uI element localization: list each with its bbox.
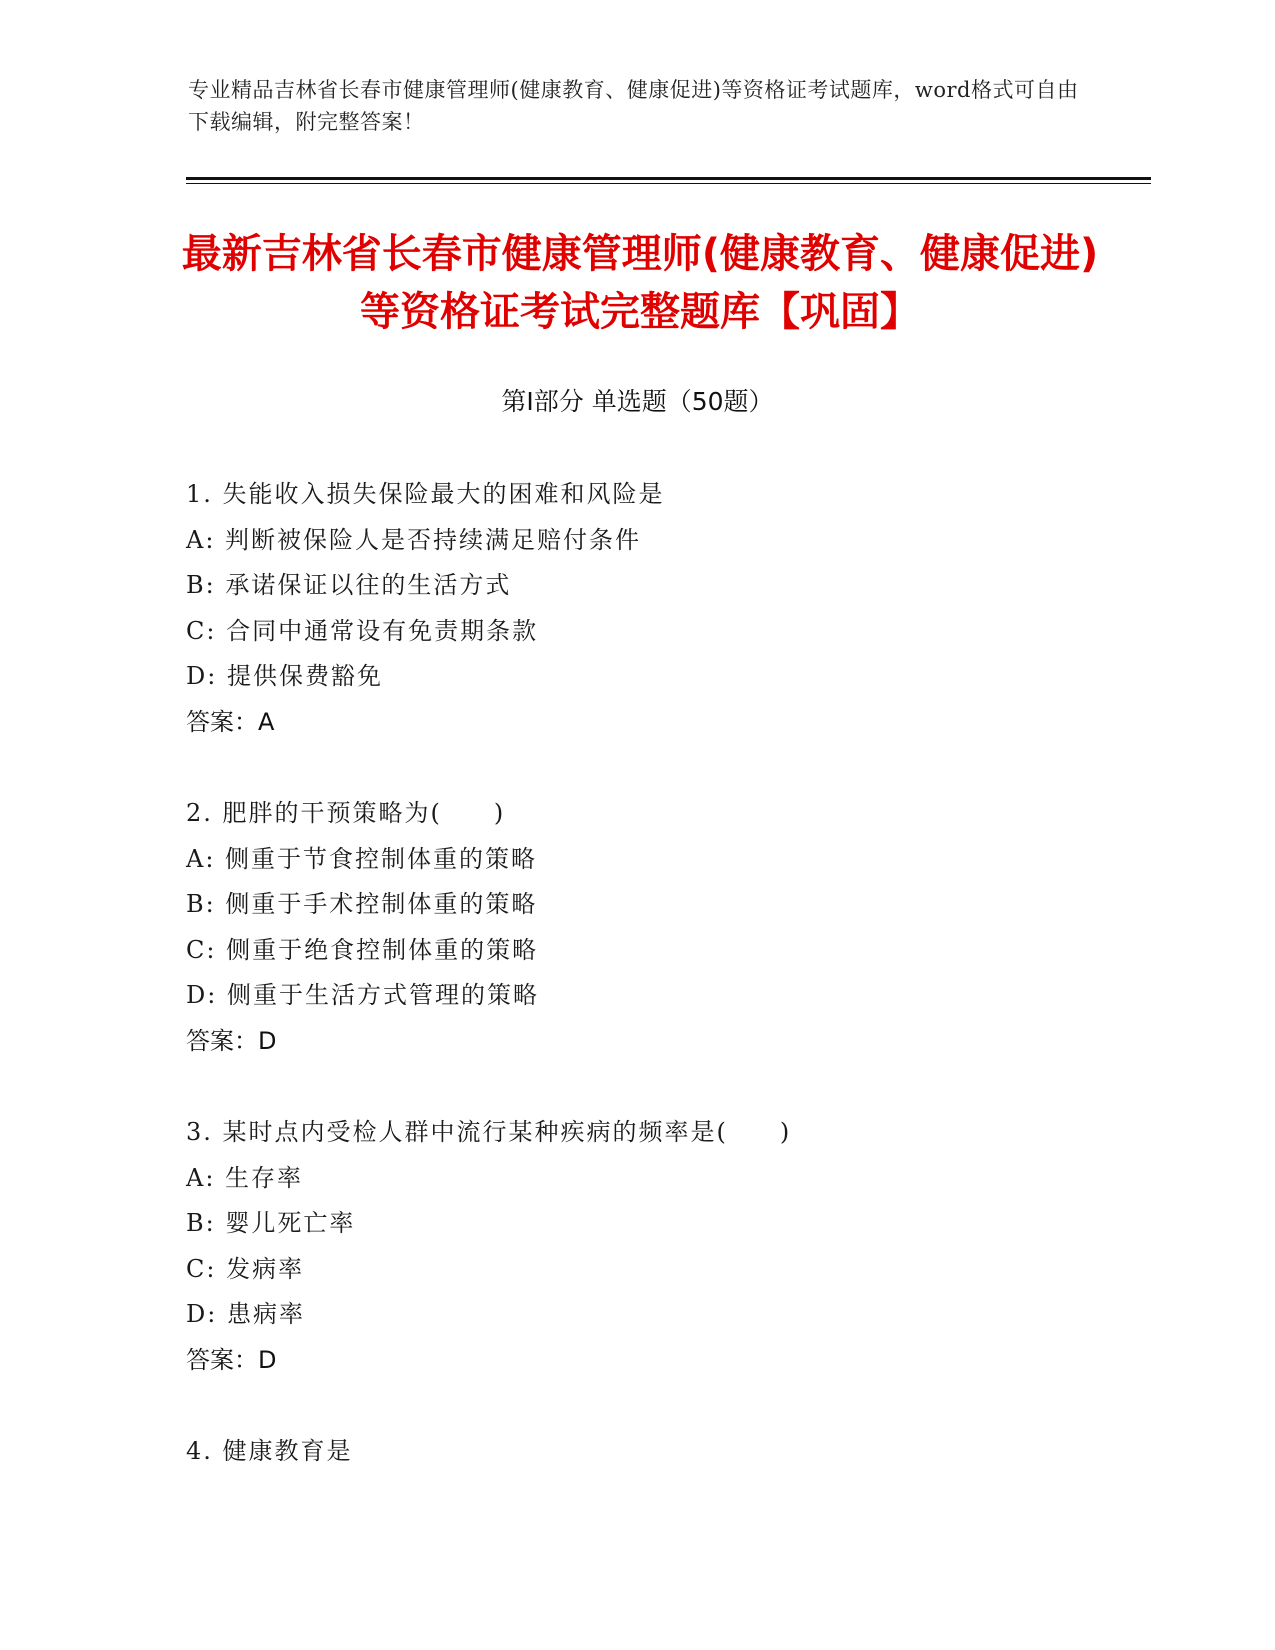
option-d: D: 侧重于生活方式管理的策略 [186, 981, 539, 1009]
option-a: A: 判断被保险人是否持续满足赔付条件 [186, 525, 642, 554]
header-divider-thick [186, 177, 1151, 180]
option-b: B: 婴儿死亡率 [186, 1209, 356, 1237]
document-title: 最新吉林省长春市健康管理师(健康教育、健康促进)等资格证考试完整题库【巩固】 [181, 231, 1099, 335]
question-4 [186, 1429, 1146, 1475]
option-b: B: 承诺保证以往的生活方式 [186, 571, 512, 599]
option-b: B: 侧重于手术控制体重的策略 [186, 890, 538, 918]
option-a: A: 侧重于节食控制体重的策略 [186, 844, 538, 873]
answer: 答案：D [186, 1026, 277, 1055]
question-list [186, 472, 1146, 1521]
option-c: C: 侧重于绝食控制体重的策略 [186, 935, 539, 964]
option-c: C: 发病率 [186, 1254, 305, 1283]
answer: 答案：D [186, 1345, 277, 1374]
question-3 [186, 1110, 1146, 1383]
option-d: D: 提供保费豁免 [186, 662, 383, 690]
option-a: A: 生存率 [186, 1163, 304, 1192]
section-title: 第Ⅰ部分 单选题（50题） [501, 387, 774, 416]
header-divider-thin [186, 183, 1151, 184]
answer: 答案：A [186, 707, 275, 736]
question-2 [186, 791, 1146, 1064]
question-stem: 3. 某时点内受检人群中流行某种疾病的频率是( ) [186, 1118, 792, 1146]
question-stem: 2. 肥胖的干预策略为( ) [186, 799, 506, 827]
question-stem: 1. 失能收入损失保险最大的困难和风险是 [186, 480, 665, 508]
question-1 [186, 472, 1146, 745]
question-stem: 4. 健康教育是 [186, 1437, 353, 1465]
option-c: C: 合同中通常设有免责期条款 [186, 616, 539, 645]
option-d: D: 患病率 [186, 1300, 305, 1328]
header-note: 专业精品吉林省长春市健康管理师(健康教育、健康促进)等资格证考试题库，word格式可自由下载编辑，附完整答案！ [188, 78, 1079, 134]
